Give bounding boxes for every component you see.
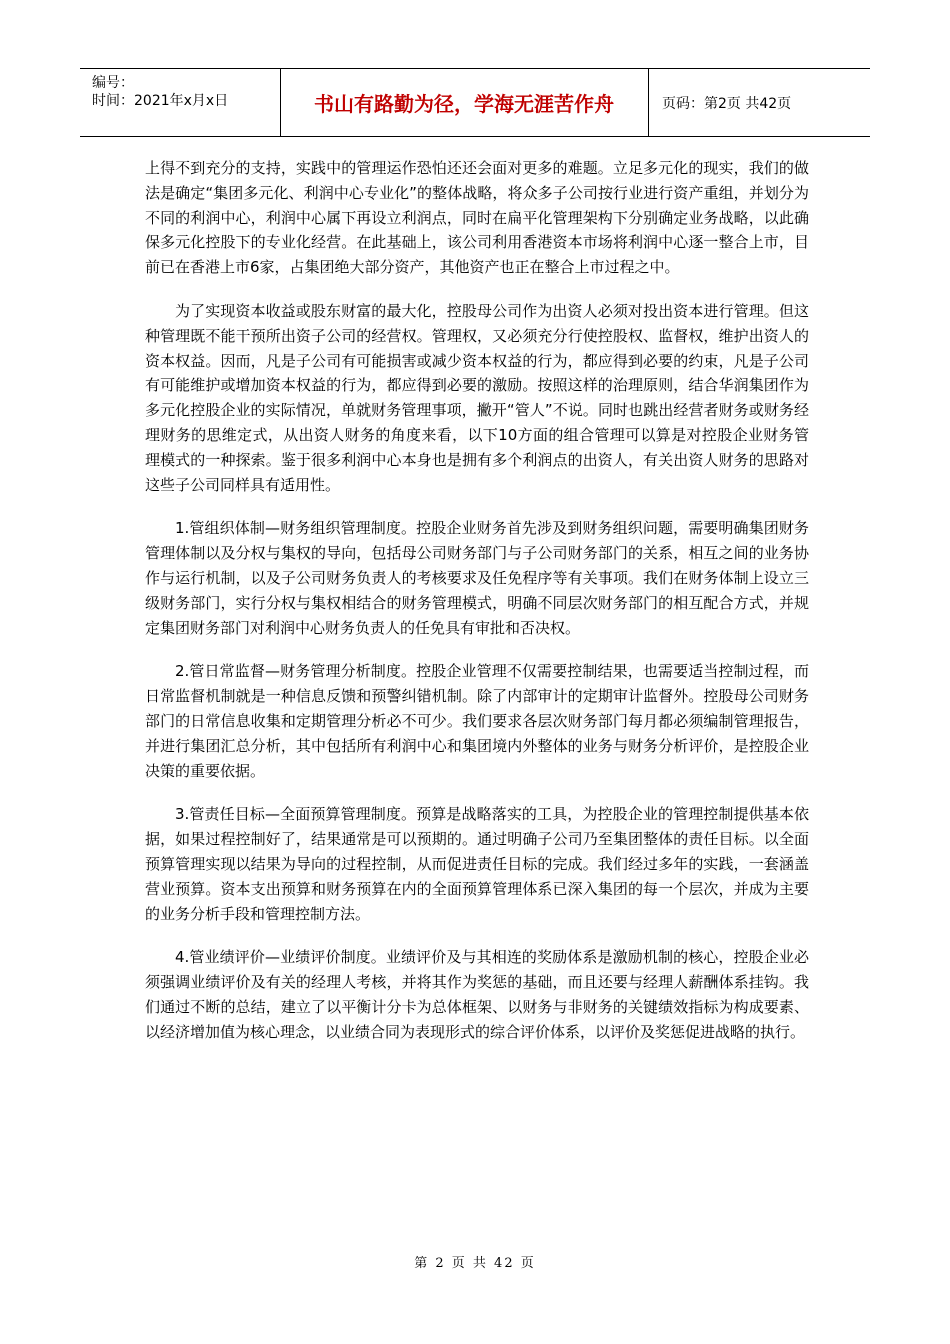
page-header: [80, 68, 870, 137]
paragraph: 2.管日常监督—财务管理分析制度。控股企业管理不仅需要控制结果，也需要适当控制过程，而日常监督机制就是一种信息反馈和预警纠错机制。除了内部审计的定期审计监督外。控股母公司财务部门的日常信息收集和定期管理分析必不可少。我们要求各层次财务部门每月都必须编制管理报告，并进行集团汇总分析，其中包括所有利润中心和集团境内外整体的业务与财务分析评价，是控股企业决策的重要依据。: [145, 662, 809, 780]
document-number-label: 编号：: [92, 75, 134, 91]
header-page-info: 页码：第2页 共42页: [662, 95, 792, 112]
document-body: [145, 156, 809, 1064]
header-motto: 书山有路勤为径，学海无涯苦作舟: [280, 69, 649, 136]
header-meta: [80, 69, 281, 136]
page-footer: 第 2 页 共 42 页: [414, 1256, 536, 1271]
paragraph: 上得不到充分的支持，实践中的管理运作恐怕还还会面对更多的难题。立足多元化的现实，我们的做法是确定“集团多元化、利润中心专业化”的整体战略，将众多子公司按行业进行资产重组，并划分为不同的利润中心，利润中心属下再设立利润点，同时在扁平化管理架构下分别确定业务战略，以此确保多元化控股下的专业化经营。在此基础上，该公司利用香港资本市场将利润中心逐一整合上市，目前已在香港上市6家，占集团绝大部分资产，其他资产也正在整合上市过程之中。: [145, 159, 809, 277]
document-date: 时间：2021年x月x日: [92, 93, 229, 109]
paragraph: 4.管业绩评价—业绩评价制度。业绩评价及与其相连的奖励体系是激励机制的核心，控股企业必须强调业绩评价及有关的经理人考核，并将其作为奖惩的基础，而且还要与经理人薪酬体系挂钩。我们通过不断的总结，建立了以平衡计分卡为总体框架、以财务与非财务的关键绩效指标为构成要素、以经济增加值为核心理念，以业绩合同为表现形式的综合评价体系，以评价及奖惩促进战略的执行。: [145, 948, 809, 1041]
paragraph: 为了实现资本收益或股东财富的最大化，控股母公司作为出资人必须对投出资本进行管理。但这种管理既不能干预所出资子公司的经营权。管理权，又必须充分行使控股权、监督权，维护出资人的资本权益。因而，凡是子公司有可能损害或减少资本权益的行为，都应得到必要的约束，凡是子公司有可能维护或增加资本权益的行为，都应得到必要的激励。按照这样的治理原则，结合华润集团作为多元化控股企业的实际情况，单就财务管理事项，撇开“管人”不说。同时也跳出经营者财务或财务经理财务的思维定式，从出资人财务的角度来看，以下10方面的组合管理可以算是对控股企业财务管理模式的一种探索。鉴于很多利润中心本身也是拥有多个利润点的出资人，有关出资人财务的思路对这些子公司同样具有适用性。: [145, 301, 809, 494]
paragraph: 3.管责任目标—全面预算管理制度。预算是战略落实的工具，为控股企业的管理控制提供基本依据，如果过程控制好了，结果通常是可以预期的。通过明确子公司乃至集团整体的责任目标。以全面预算管理实现以结果为导向的过程控制，从而促进责任目标的完成。我们经过多年的实践，一套涵盖营业预算。资本支出预算和财务预算在内的全面预算管理体系已深入集团的每一个层次，并成为主要的业务分析手段和管理控制方法。: [145, 805, 809, 923]
paragraph: 1.管组织体制—财务组织管理制度。控股企业财务首先涉及到财务组织问题，需要明确集团财务管理体制以及分权与集权的导向，包括母公司财务部门与子公司财务部门的关系，相互之间的业务协作与运行机制，以及子公司财务负责人的考核要求及任免程序等有关事项。我们在财务体制上设立三级财务部门，实行分权与集权相结合的财务管理模式，明确不同层次财务部门的相互配合方式，并规定集团财务部门对利润中心财务负责人的任免具有审批和否决权。: [145, 519, 809, 637]
